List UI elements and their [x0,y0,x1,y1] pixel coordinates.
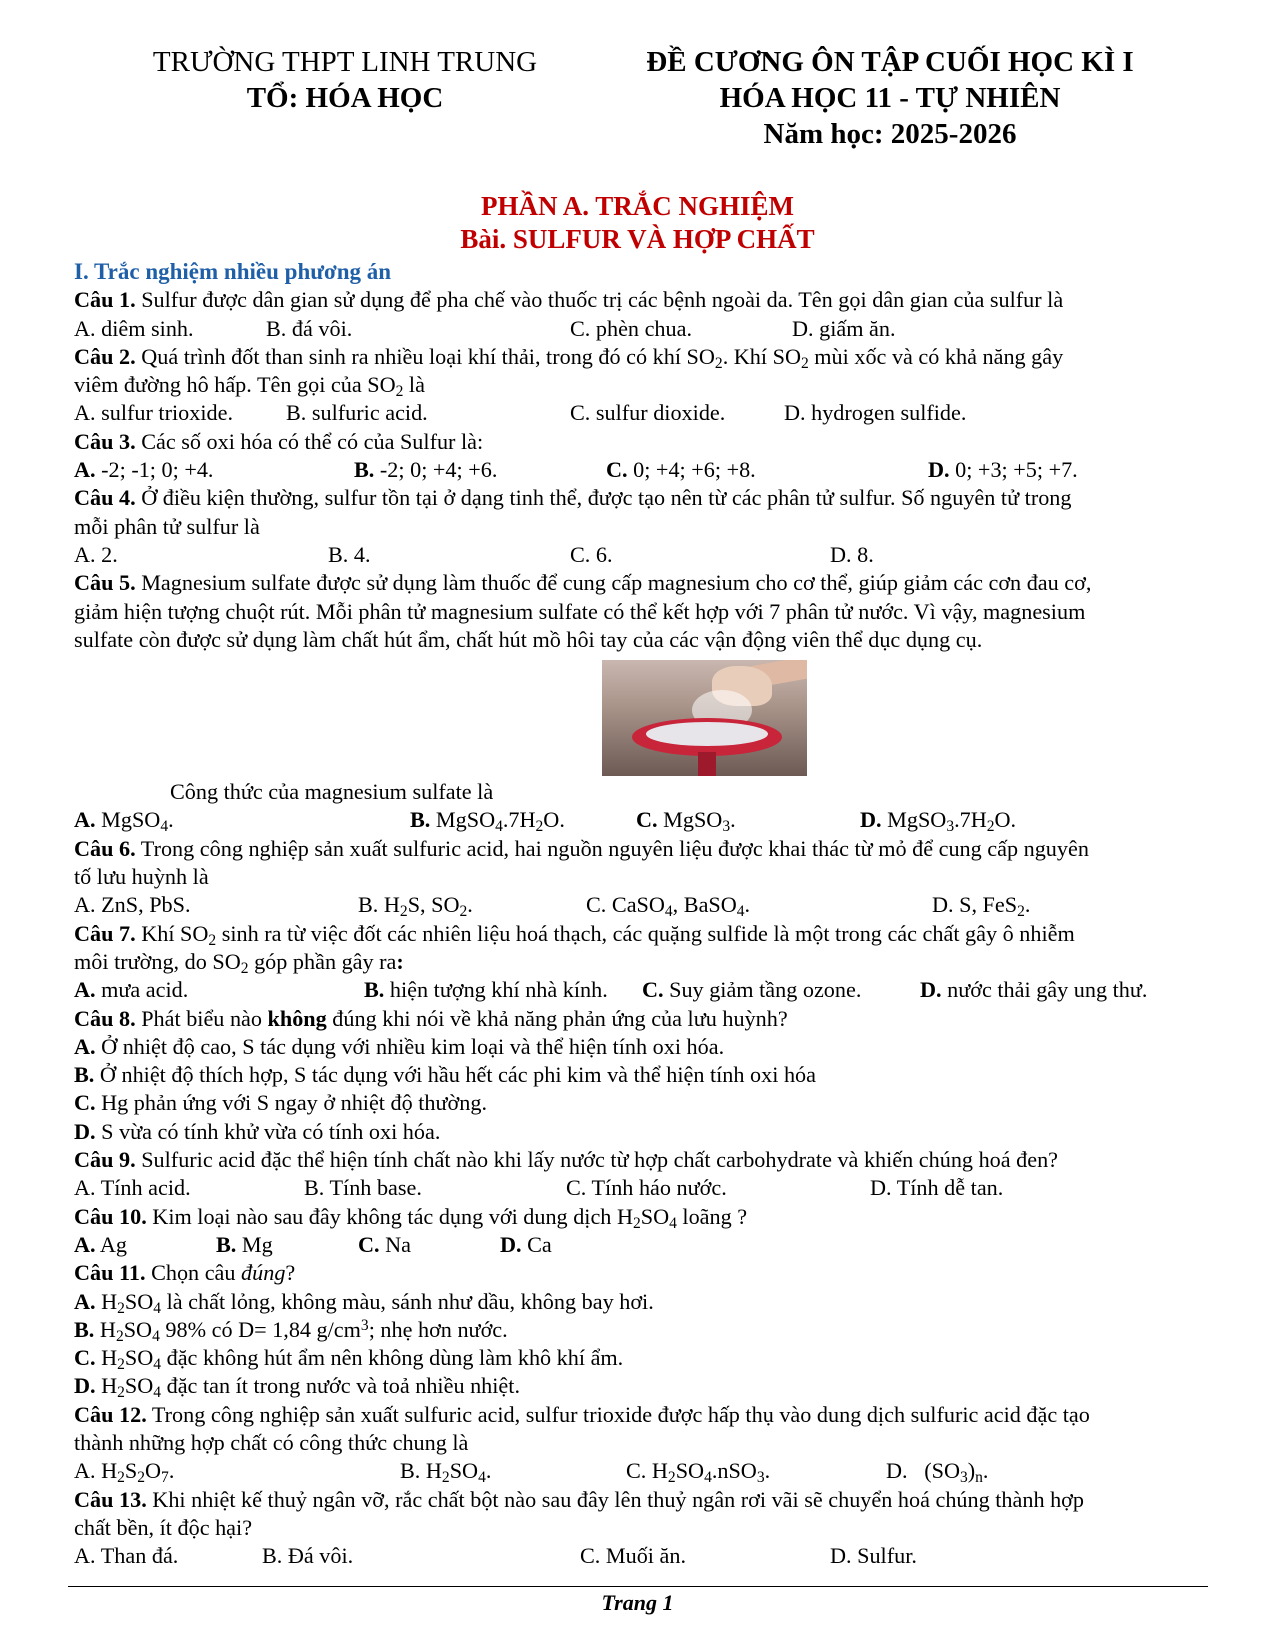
option-c: C. phèn chua. [570,315,692,341]
option-a: A. ZnS, PbS. [74,892,191,918]
section-title: I. Trắc nghiệm nhiều phương án [74,259,392,284]
option-b: B. $H_2S$, $SO_2$. [358,892,473,921]
question-label: Câu 2. [74,343,136,369]
option-b: B. $H_2SO_4$. [400,1458,492,1487]
option-a: A. sulfur trioxide. [74,400,233,426]
question-text: môi trường, do SO [74,948,241,974]
option-b: B. đá vôi. [266,315,353,341]
question-text: SO [640,1203,670,1229]
question-label: Câu 8. [74,1005,136,1031]
option-c: C. Na [358,1231,411,1257]
option-c: C. CaSO$_4$, BaSO$_4$. [586,892,751,921]
option-d: D. $(SO_3)_n$. [886,1458,989,1487]
question-5-caption: Công thức của magnesium sulfate là [170,779,494,805]
school-block [130,44,560,116]
question-text: Khí SO [135,920,209,946]
option-d: D. 8. [830,541,874,567]
option-d: D. $H_2SO_4$ đặc tan ít trong nước và toả nhiều nhiệt. [74,1373,520,1402]
question-text: Khi nhiệt kế thuỷ ngân vỡ, rắc chất bột nào sau đây lên thuỷ ngân rơi vãi sẽ chuyển hoá chúng thành hợp [146,1486,1084,1512]
option-a: A. Ag [74,1231,128,1257]
option-b: B. $MgSO_4.7H_2O$. [410,807,565,836]
question-label: Câu 6. [74,835,136,861]
question-text: mùi xốc và có khả năng gây [808,343,1064,369]
question-12-options [74,1457,1224,1485]
option-a: A. MgSO$_4$. [74,807,174,836]
question-2-cont: viêm đường hô hấp. Tên gọi của $SO_2$ là [74,372,425,401]
option-d: D. hydrogen sulfide. [784,400,967,426]
question-3-options [74,456,1224,484]
questions [74,258,1224,1570]
title-block [610,44,1170,152]
question-text: Quá trình đốt than sinh ra nhiều loại khí thải, trong đó có khí SO [135,343,715,369]
question-text: Các số oxi hóa có thể có của Sulfur là: [135,428,484,454]
option-a: A. 2. [74,541,118,567]
option-d: D. giấm ăn. [792,315,896,341]
option-b: B. -2; 0; +4; +6. [354,457,498,483]
question-text: Sulfur được dân gian sử dụng để pha chế vào thuốc trị các bệnh ngoài da. Tên gọi dân gian của sulfur là [135,287,1064,313]
option-c: C. Hg phản ứng với S ngay ở nhiệt độ thường. [74,1090,488,1116]
question-1-options [74,315,1224,343]
question-5-options [74,806,1224,834]
option-b: B. Đá vôi. [262,1543,354,1569]
question-text: Ở điều kiện thường, sulfur tồn tại ở dạng tinh thể, được tạo nên từ các phân tử sulfur. Số nguyên tử trong [135,485,1072,511]
question-6 [74,835,1224,863]
question-6-cont: tố lưu huỳnh là [74,864,209,890]
question-7: Câu 7. Khí $SO_2$ sinh ra từ việc đốt các nhiên liệu hoá thạch, các quặng sulfide là một trong các chất gây ô nhiễm [74,920,1075,949]
question-text: : [396,948,404,974]
question-2-options [74,399,1224,427]
option-a: A. $H_2S_2O_7$. [74,1458,175,1487]
question-10: Câu 10. Kim loại nào sau đây không tác dụng với dung dịch $H_2SO_4$ loãng ? [74,1203,748,1232]
question-label: Câu 13. [74,1486,147,1512]
option-c: C. MgSO$_3$. [636,807,736,836]
question-text: Magnesium sulfate được sử dụng làm thuốc để cung cấp magnesium cho cơ thể, giúp giảm các cơn đau cơ, [135,570,1092,596]
option-b: B. hiện tượng khí nhà kính. [364,977,608,1003]
question-5-cont: giảm hiện tượng chuột rút. Mỗi phân tử magnesium sulfate có thể kết hợp với 7 phân tử nước. Vì vậy, magnesium [74,598,1086,624]
question-text: không [267,1005,327,1031]
footer-divider [68,1586,1208,1587]
option-d: D. Tính dễ tan. [870,1175,1004,1201]
part-heading [0,190,1275,256]
question-label: Câu 5. [74,570,136,596]
page-number: Trang 1 [601,1590,674,1615]
question-text: góp phần gây ra [248,948,397,974]
option-b: B. 4. [328,541,371,567]
option-d: D. 0; +3; +5; +7. [928,457,1078,483]
question-label: Câu 9. [74,1147,136,1173]
question-4-options [74,541,1224,569]
option-a: A. $H_2SO_4$ là chất lỏng, không màu, sánh như dầu, không bay hơi. [74,1288,654,1317]
option-d: D. S, FeS$_2$. [932,892,1031,921]
option-c: C. 0; +4; +6; +8. [606,457,756,483]
question-label: Câu 11. [74,1260,146,1286]
gymnast-chalk-bowl-image [602,660,807,776]
question-text: ? [285,1260,296,1286]
part-title: PHẦN A. TRẮC NGHIỆM [480,191,795,221]
question-text: đúng [241,1260,286,1286]
question-13 [74,1486,1224,1514]
question-12-cont: thành những hợp chất có công thức chung là [74,1429,469,1455]
question-text: đúng khi nói về khả năng phản ứng của lưu huỳnh? [326,1005,788,1031]
option-c: C. sulfur dioxide. [570,400,726,426]
question-7-cont: môi trường, do $SO_2$ góp phần gây ra: [74,948,404,977]
question-4 [74,484,1224,512]
question-11 [74,1259,1224,1287]
option-b: B. $H_2SO_4$ 98% có D= 1,84 $g/cm^3$; nhẹ hơn nước. [74,1316,508,1345]
option-a: A. Than đá. [74,1543,179,1569]
lesson-title: Bài. SULFUR VÀ HỢP CHẤT [460,224,815,254]
option-d: D. Ca [500,1231,552,1257]
option-a: A. mưa acid. [74,977,189,1003]
option-c: C. Suy giảm tầng ozone. [642,977,862,1003]
option-c: C. $H_2SO_4.nSO_3$. [626,1458,771,1487]
question-text: là [403,372,425,398]
question-label: Câu 10. [74,1203,147,1229]
question-2: Câu 2. Quá trình đốt than sinh ra nhiều loại khí thải, trong đó có khí $SO_2$. Khí $SO_2$ mùi xốc và có khả năng gây [74,343,1064,372]
question-10-options [74,1231,1224,1259]
option-c: C. Tính háo nước. [566,1175,727,1201]
option-a: A. Ở nhiệt độ cao, S tác dụng với nhiều kim loại và thể hiện tính oxi hóa. [74,1033,725,1059]
option-c: C. $H_2SO_4$ đặc không hút ẩm nên không dùng làm khô khí ẩm. [74,1345,624,1373]
option-c: C. Muối ăn. [580,1543,687,1569]
question-text: loãng ? [676,1203,748,1229]
option-a: A. Tính acid. [74,1175,191,1201]
school-year: Năm học: 2025-2026 [763,118,1017,150]
option-b: B. Ở nhiệt độ thích hợp, S tác dụng với hầu hết các phi kim và thể hiện tính oxi hóa [74,1062,816,1088]
option-c: C. 6. [570,541,613,567]
option-a: A. -2; -1; 0; +4. [74,457,214,483]
question-label: Câu 7. [74,920,136,946]
option-d: D. S vừa có tính khử vừa có tính oxi hóa. [74,1118,441,1144]
option-d: D. nước thải gây ung thư. [920,977,1148,1003]
question-text: Sulfuric acid đặc thể hiện tính chất nào khi lấy nước từ hợp chất carbohydrate và khiến chúng hoá đen? [135,1147,1059,1173]
question-4-cont: mỗi phân tử sulfur là [74,513,260,539]
option-a: A. diêm sinh. [74,315,194,341]
question-text: Phát biểu nào [135,1005,268,1031]
question-12 [74,1401,1224,1429]
option-b: B. Mg [216,1231,273,1257]
question-3 [74,428,1224,456]
question-7-options [74,976,1224,1004]
question-13-options [74,1542,1224,1570]
question-9 [74,1146,1224,1174]
question-5-cont-2: sulfate còn được sử dụng làm chất hút ẩm, chất hút mồ hôi tay của các vận động viên thể dục dụng cụ. [74,626,983,652]
question-text: Trong công nghiệp sản xuất sulfuric acid, sulfur trioxide được hấp thụ vào dung dịch sulfuric acid đặc tạo [146,1401,1090,1427]
department-name: TỔ: HÓA HỌC [246,82,444,114]
question-label: Câu 12. [74,1401,147,1427]
question-text: Chọn câu [145,1260,242,1286]
question-label: Câu 1. [74,287,136,313]
option-b: B. sulfuric acid. [286,400,428,426]
question-text: Trong công nghiệp sản xuất sulfuric acid, hai nguồn nguyên liệu được khai thác từ mỏ để cung cấp nguyên [135,835,1089,861]
question-label: Câu 3. [74,428,136,454]
question-8 [74,1005,1224,1033]
question-text: sinh ra từ việc đốt các nhiên liệu hoá thạch, các quặng sulfide là một trong các chất gây ô nhiễm [216,920,1075,946]
subject-title: HÓA HỌC 11 - TỰ NHIÊN [719,82,1061,114]
question-13-cont: chất bền, ít độc hại? [74,1514,253,1540]
question-1 [74,286,1224,314]
question-5 [74,569,1224,597]
question-9-options [74,1174,1224,1202]
question-6-options [74,891,1224,919]
question-text: . Khí SO [722,343,801,369]
document-title: ĐỀ CƯƠNG ÔN TẬP CUỐI HỌC KÌ I [646,46,1134,78]
document-header [0,44,1275,154]
school-name: TRƯỜNG THPT LINH TRUNG [152,46,538,78]
option-d: D. Sulfur. [830,1543,917,1569]
option-b: B. Tính base. [304,1175,422,1201]
option-d: D. $MgSO_3.7H_2O$. [860,807,1017,836]
question-text: Kim loại nào sau đây không tác dụng với dung dịch H [146,1203,633,1229]
question-label: Câu 4. [74,485,136,511]
question-text: viêm đường hô hấp. Tên gọi của SO [74,372,396,398]
